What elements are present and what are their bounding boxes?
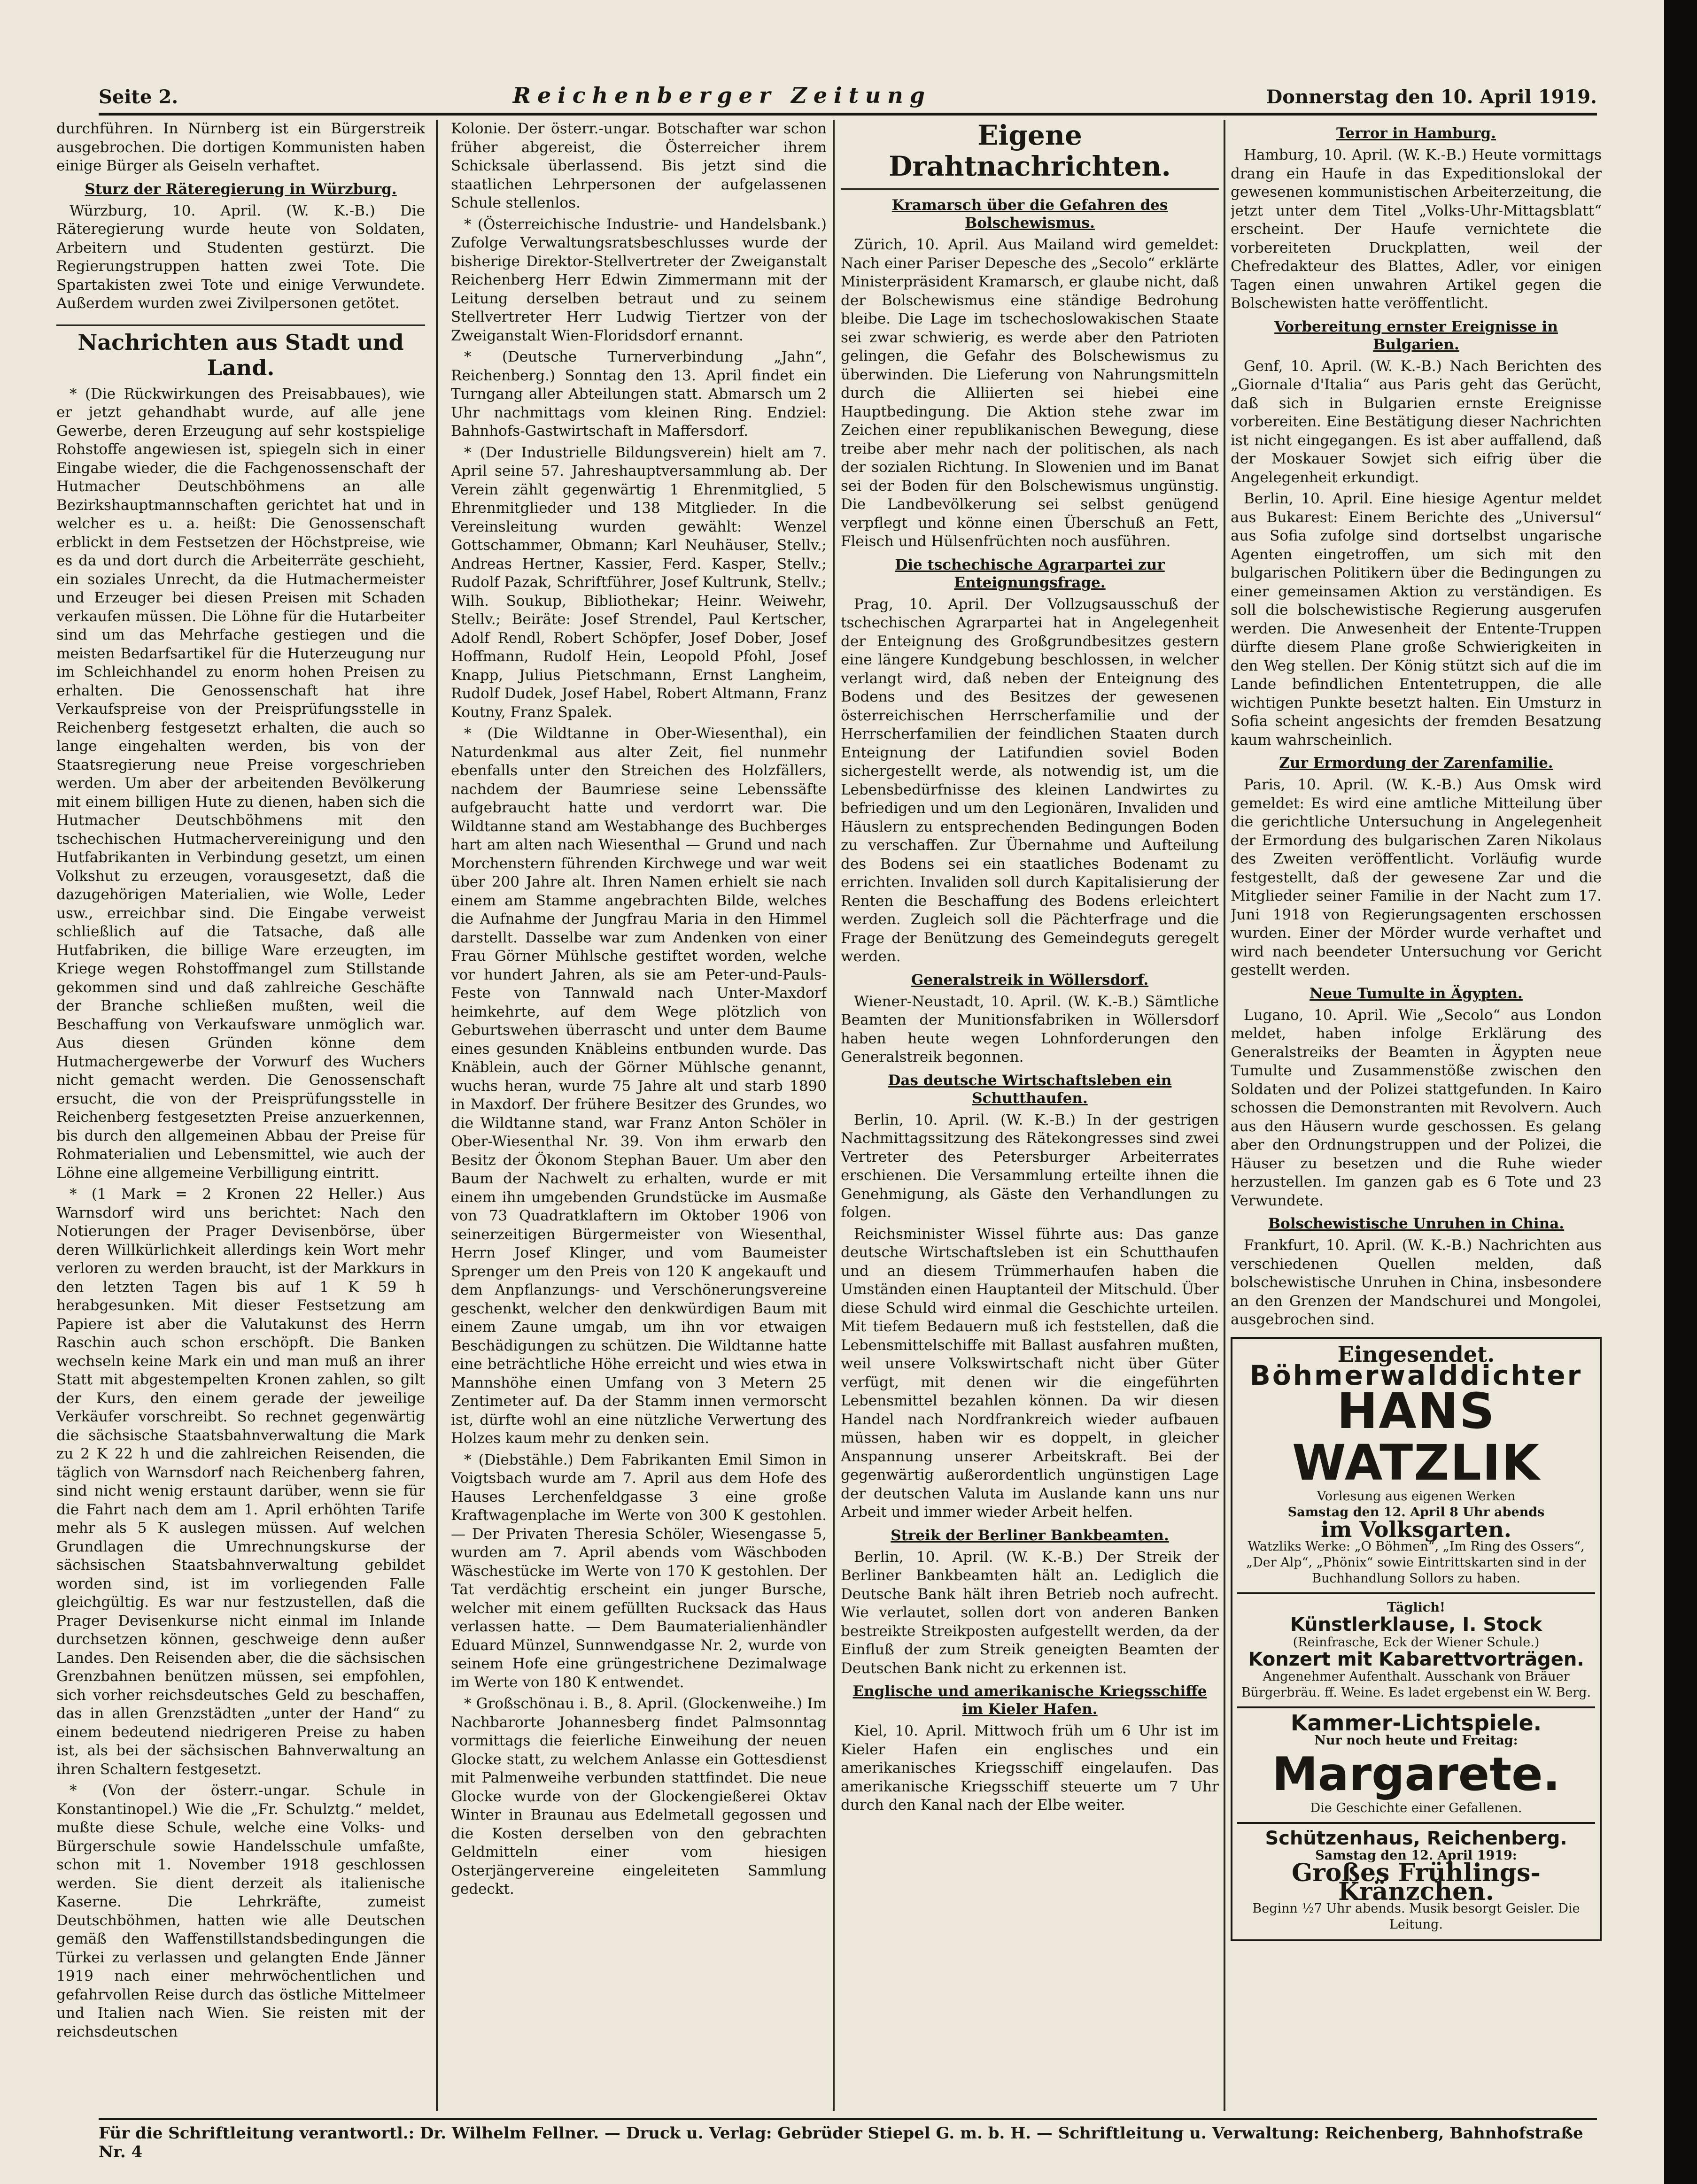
ad-klause-line1: Täglich! xyxy=(1387,1600,1445,1615)
ad-watzlik-line4: Watzliks Werke: „O Böhmen“, „Im Ring des Ossers“, „Der Alp“, „Phönix“ sowie Eintrittskarten sind in der Buchhandlung Sollors zu haben. xyxy=(1246,1539,1586,1586)
article-text: * (Die Rückwirkungen des Preisabbaues), wie er jetzt gehandhabt wurde, auf alle jene Gewerbe, deren Erzeugung auf sehr kostspielige Rohstoffe angewiesen ist, spiegeln sich in einer Eingabe wieder, die die Fachgenossenschaft der Hutmacher Deutschböhmens an alle Bezirkshauptmannschaften gerichtet hat und in welcher es u. a. heißt: Die Genossenschaft erblickt in dem Festsetzen der Höchstpreise, wie es da und dort durch die Arbeiterräte geschieht, ein soziales Unrecht, da die Hutmachermeister und Erzeuger bei diesen Preisen mit Schaden verkaufen müssen. Die Löhne für die Hutarbeiter sind um das Mehrfache gestiegen und die meisten Bedarfsartikel für die Huterzeugung nur im Schleichhandel zu enorm hohen Preisen zu erhalten. Die Genossenschaft hat ihre Verkaufspreise von der Preisprüfungsstelle in Reichenberg festgesetzt erhalten, die auch so lange eingehalten werden, bis von der Staatsregierung neue Preise vorgeschrieben werden. Um aber der arbeitenden Bevölkerung mit einem billigen Hute zu dienen, haben sich die Hutmacher Deutschböhmens mit den tschechischen Hutmachervereinigung und den Hutfabrikanten in Verbindung gesetzt, um einen Volkshut zu erzeugen, vorausgesetzt, daß die dazugehörigen Materialien, wie Wolle, Leder usw., erreichbar sind. Die Eingabe verweist schließlich auf die Tatsache, daß alle Hutfabriken, die billige Ware erzeugten, im Kriege wegen Rohstoffmangel zum Stillstande gekommen sind und daß zahlreiche Geschäfte der Branche schließen mußten, weil die Beschaffung von Verkaufsware unmöglich war. Aus diesen Gründen könne dem Hutmachergewerbe der Vorwurf des Wuchers nicht gemacht werden. Die Genossenschaft ersucht, die von der Preisprüfungsstelle in Reichenberg festgesetzten Preise anzuerkennen, bis durch den allgemeinen Abbau der Preise für Rohmaterialien und Lebensmittel, wie auch der Löhne eine allgemeine Verbilligung eintritt. xyxy=(56,385,425,1181)
article-heading: Das deutsche Wirtschaftsleben ein Schutthaufen. xyxy=(888,1072,1172,1107)
ad-schuetzenhaus-line3: Beginn ½7 Uhr abends. Musik besorgt Geisler. Die Leitung. xyxy=(1252,1901,1580,1932)
scan-edge-shadow xyxy=(1664,0,1697,2184)
article-text: * (Von der österr.-ungar. Schule in Konstantinopel.) Wie die „Fr. Schulztg.“ meldet, mußte diese Schule, welche eine Volks- und Bürgerschule sowie Handelsschule umfaßte, schon mit 1. November 1918 geschlossen werden. Sie dient derzeit als italienische Kaserne. Die Lehrkräfte, zumeist Deutschböhmen, hatten wie alle Deutschen gemäß den Waffenstillstandsbedingungen die Türkei zu verlassen und gelangten Ende Jänner 1919 nach einer mehrwöchentlichen und gefahrvollen Reise durch das östliche Mittelmeer und Italien nach Wien. Sie reisten mit der reichsdeutschen xyxy=(56,1782,425,2040)
ad-schuetzenhaus-line2: Samstag den 12. April 1919: xyxy=(1315,1848,1517,1863)
column-rule xyxy=(833,120,835,2111)
article-text: Genf, 10. April. (W. K.-B.) Nach Berichten des „Giornale d'Italia“ aus Paris geht das Gerücht, daß sich in Bulgarien ernste Ereignisse vorbereiten. Eine Bestätigung dieser Nachrichten ist nicht eingegangen. Es ist aber auffallend, daß der Moskauer Sowjet sich eifrig über die Angelegenheit erkundigt. xyxy=(1231,357,1602,486)
article-text: * (Die Wildtanne in Ober-Wiesenthal), ein Naturdenkmal aus alter Zeit, fiel nunmehr ebenfalls unter den Streichen des Holzfällers, nachdem der Baumriese seine Lebenssäfte aufgebraucht hatte und verdorrt war. Die Wildtanne stand am Westabhange des Buchberges hart am alten nach Wiesenthal — Grund und nach Morchenstern führenden Kirchwege und war weit über 200 Jahre alt. Ihren Namen erhielt sie nach einem am Stamme angebrachten Bilde, welches die Aufnahme der Jungfrau Maria in den Himmel darstellt. Dasselbe war zum Andenken von einer Frau Görner Mühlsche gestiftet worden, welche vor hundert Jahren, als sie am Peter-und-Pauls-Feste von Tannwald nach Unter-Maxdorf heimkehrte, auf dem Wege plötzlich von Geburtswehen überrascht und unter dem Baume eines gesunden Knäbleins entbunden wurde. Das Knäblein, auch der Görner Mühlsche genannt, wuchs heran, wurde 75 Jahre alt und starb 1890 in Maxdorf. Der frühere Besitzer des Grundes, wo die Wildtanne stand, war Franz Anton Schöler in Ober-Wiesenthal Nr. 39. Von ihm erwarb den Besitz der Ökonom Stephan Bauer. Um aber den Baum der Nachwelt zu erhalten, wurde er mit einem ihn umgebenden Grundstücke im Ausmaße von 73 Quadratklaftern im Oktober 1906 von seinerzeitigen Bürgermeister von Wiesenthal, Herrn Josef Klinger, und vom Baumeister Sprenger um den Preis von 120 K angekauft und dem Anpflanzungs- und Verschönerungsvereine geschenkt, welcher den denkwürdigen Baum mit einem Zaune umgab, um ihn vor etwaigen Beschädigungen zu schützen. Die Wildtanne hatte eine beträchtliche Höhe erreicht und wies etwa in Mannshöhe einen Umfang von 3 Metern 25 Zentimeter auf. Da der Stamm innen vermorscht ist, dürfte wohl an eine nützliche Verwertung des Holzes kaum mehr zu denken sein. xyxy=(451,725,827,1447)
article-heading: Zur Ermordung der Zarenfamilie. xyxy=(1279,755,1553,772)
newspaper-title: Reichenberger Zeitung xyxy=(512,83,931,108)
article-text: Berlin, 10. April. Eine hiesige Agentur meldet aus Bukarest: Einem Berichte des „Universul“ aus Sofia zufolge sind dortselbst ungarische Agenten eingetroffen, um sich mit den bulgarischen Politikern über die Bedingungen zu einer gemeinsamen Aktion zu verständigen. Es soll die bolschewistische Regierung ausgerufen werden. Die Anwesenheit der Entente-Truppen dürfte diesem Plane große Schwierigkeiten in den Weg stellen. Der König stützt sich auf die im Lande befindlichen Ententetruppen, die alle wichtigen Punkte besetzt halten. Ein Umsturz in Sofia scheint angesichts der fremden Besatzung kaum wahrscheinlich. xyxy=(1231,490,1602,749)
ad-divider xyxy=(1237,1706,1595,1708)
ad-klause-line4: Angenehmer Aufenthalt. Ausschank von Bräuer Bürgerbräu. ff. Weine. Es ladet ergebenst ein W. Berg. xyxy=(1241,1669,1591,1700)
article-heading: Terror in Hamburg. xyxy=(1336,125,1496,142)
article-heading: Vorbereitung ernster Ereignisse in Bulgarien. xyxy=(1274,318,1558,353)
article-heading: Neue Tumulte in Ägypten. xyxy=(1310,985,1523,1002)
article-text: * (Der Industrielle Bildungsverein) hielt am 7. April seine 57. Jahreshauptversammlung ab. Der Verein zählt gegenwärtig 1 Ehrenmitglied, 5 Ehrenmitglieder und 138 Mitglieder. In die Vereinsleitung wurden gewählt: Wenzel Gottschammer, Obmann; Karl Neuhäuser, Stellv.; Andreas Hertner, Kassier, Ferd. Kasper, Stellv.; Rudolf Pazak, Schriftführer, Josef Kultrunk, Stellv.; Wilh. Soukup, Bibliothekar; Heinr. Weiwehr, Stellv.; Beiräte: Josef Strendel, Paul Kertscher, Adolf Rendl, Robert Schöpfer, Josef Dober, Josef Hoffmann, Rudolf Hein, Leopold Pfohl, Josef Knapp, Julius Pietschmann, Ernst Langheim, Rudolf Dudek, Josef Habel, Robert Altmann, Franz Koutny, Franz Spalek. xyxy=(451,444,827,721)
article-text: * (Deutsche Turnerverbindung „Jahn“, Reichenberg.) Sonntag den 13. April findet ein Turngang aller Abteilungen statt. Abmarsch um 2 Uhr nachmittags vom kleinen Ring. Endziel: Bahnhofs-Gastwirtschaft in Maffersdorf. xyxy=(451,348,827,440)
ad-watzlik-name: HANS WATZLIK xyxy=(1292,1382,1541,1491)
article-text: Zürich, 10. April. Aus Mailand wird gemeldet: Nach einer Pariser Depesche des „Secolo“ erklärte Ministerpräsident Kramarsch, er glaube nicht, daß der Bolschewismus eine ständige Bedrohung bleibe. Die Lage im tschechoslowakischen Staate sei zwar schwierig, es werde aber den Patrioten gelingen, die Gefahr des Bolschewismus zu überwinden. Die Lieferung von Nahrungsmitteln durch die Alliierten sei hiebei eine Hauptbedingung. Die Aktion stehe zwar im Zeichen einer republikanischen Bewegung, diese treibe aber mehr nach der politischen, als nach der sozialen Richtung. In Slowenien und im Banat sei der Boden für den Bolschewismus ungünstig. Die Landbevölkerung sei selbst genügend verpflegt und könne einen Überschuß an Fett, Fleisch und Hülsenfrüchten noch ausführen. xyxy=(841,236,1219,550)
ad-kino-line1: Kammer-Lichtspiele. xyxy=(1290,1710,1542,1736)
divider xyxy=(841,188,1219,190)
article-text: Prag, 10. April. Der Vollzugsausschuß der tschechischen Agrarpartei hat in Angelegenheit der Enteignung des Großgrundbesitzes gestern eine längere Kundgebung beschlossen, in welcher verlangt wird, daß neben der Enteignung des Bodens und des Besitzes der gewesenen österreichischen Herrscherfamilie und der Herrscherfamilien der feindlichen Staaten durch Enteignung der Latifundien soviel Boden sichergestellt werde, als notwendig ist, um die Lebensbedürfnisse des kleinen Landwirtes zu befriedigen und um den Legionären, Invaliden und Häuslern zu entsprechenden Bedingungen Boden zu verschaffen. Zur Übernahme und Aufteilung des Bodens sei ein staatliches Bodenamt zu errichten. Invaliden soll durch Kapitalisierung der Renten die Beschaffung des Bodens erleichtert werden. Zugleich soll die Pächterfrage und die Frage der Benützung des Gemeindeguts geregelt werden. xyxy=(841,595,1219,965)
ad-schuetzenhaus-line1: Schützenhaus, Reichenberg. xyxy=(1265,1827,1567,1849)
article-text: durchführen. In Nürnberg ist ein Bürgerstreik ausgebrochen. Die dortigen Kommunisten haben einige Bürger als Geiseln verhaftet. xyxy=(56,120,425,174)
masthead xyxy=(99,75,1597,116)
article-text: * Großschönau i. B., 8. April. (Glockenweihe.) Im Nachbarorte Johannesberg findet Palmsonntag vormittags die feierliche Einweihung der neuen Glocke statt, zu welchem Anlasse ein Gottesdienst mit Palmenweihe verbunden stattfindet. Die neue Glocke wurde von der Glockengießerei Oktav Winter in Braunau aus Edelmetall gegossen und die Kosten derselben von den gebrachten Geldmitteln einer vom hiesigen Osterjängervereine eingeleiteten Sammlung gedeckt. xyxy=(451,1695,827,1898)
advertisements xyxy=(1231,1337,1602,1942)
ad-divider xyxy=(1237,1822,1595,1824)
column-rule xyxy=(1224,120,1225,2111)
section-heading: Nachrichten aus Stadt und Land. xyxy=(56,324,425,380)
column-3 xyxy=(841,120,1219,2111)
ad-kino-title: Margarete. xyxy=(1272,1747,1560,1801)
ad-divider xyxy=(1237,1592,1595,1594)
wire-news-heading: Eigene Drahtnachrichten. xyxy=(889,120,1171,182)
article-text: Lugano, 10. April. Wie „Secolo“ aus London meldet, haben infolge Erklärung des Generalstreiks der Beamten in Ägypten neue Tumulte und Zusammenstöße zwischen den Soldaten und der Polizei stattgefunden. In Kairo schossen die Demonstranten mit Revolvern. Auch aus den Häusern wurde geschossen. Es gelang aber den Ordnungstruppen und der Polizei, die Häuser zu besetzen und die Ruhe wieder herzustellen. Im ganzen gab es 6 Tote und 23 Verwundete. xyxy=(1231,1006,1602,1209)
ad-klause-line2: (Reinfrasche, Eck der Wiener Schule.) xyxy=(1293,1635,1540,1650)
article-text: * (Österreichische Industrie- und Handelsbank.) Zufolge Verwaltungsratsbeschlusses wurde der bisherige Direktor-Stellvertreter der Zweiganstalt Reichenberg Herr Edwin Zimmermann mit der Leitung derselben betraut und zu seinem Stellvertreter Herr Ludwig Tiertzer von der Zweiganstalt Wien-Floridsdorf ernannt. xyxy=(451,216,827,344)
ad-watzlik-line2: Vorlesung aus eigenen Werken xyxy=(1317,1489,1516,1504)
article-heading: Generalstreik in Wöllersdorf. xyxy=(911,971,1149,988)
page-label: Seite 2. xyxy=(99,86,178,108)
article-text: Paris, 10. April. (W. K.-B.) Aus Omsk wird gemeldet: Es wird eine amtliche Mitteilung über die gerichtliche Untersuchung in Angelegenheit der Ermordung des bulgarischen Zaren Nikolaus des Zweiten veröffentlicht. Vorläufig wurde festgestellt, daß der gewesene Zar und die Mitglieder seiner Familie in der Nacht zum 17. Juni 1918 von Regierungsagenten erschossen wurden. Einer der Mörder wurde verhaftet und wird nach beendeter Untersuchung vor Gericht gestellt werden. xyxy=(1231,776,1602,979)
ads-heading: Eingesendet. xyxy=(1337,1341,1495,1367)
issue-date: Donnerstag den 10. April 1919. xyxy=(1266,86,1597,108)
ad-kino-line3: Die Geschichte einer Gefallenen. xyxy=(1310,1800,1522,1815)
article-text: Frankfurt, 10. April. (W. K.-B.) Nachrichten aus verschiedenen Quellen melden, daß bolschewistische Unruhen in China, insbesondere an den Grenzen der Mandschurei und Mongolei, ausgebrochen sind. xyxy=(1231,1237,1602,1328)
column-2 xyxy=(451,120,827,2111)
article-text: Berlin, 10. April. (W. K.-B.) Der Streik der Berliner Bankbeamten hält an. Lediglich die Deutsche Bank hält ihren Betrieb noch aufrecht. Wie verlautet, sollen dort von anderen Banken bestreikte Streikposten aufgestellt werden, da der Einfluß der zum Streik geneigten Beamten der Deutschen Bank nicht zu erkennen ist. xyxy=(841,1548,1219,1677)
article-heading: Kramarsch über die Gefahren des Bolschewismus. xyxy=(891,197,1168,232)
column-rule xyxy=(436,120,438,2111)
column-1 xyxy=(56,120,425,2111)
imprint-footer: Für die Schriftleitung verantwortl.: Dr. Wilhelm Fellner. — Druck u. Verlag: Gebrüder Stiepel G. m. b. H. — Schriftleitung u. Verwaltung: Reichenberg, Bahnhofstraße Nr. 4 xyxy=(99,2118,1597,2161)
article-text: Berlin, 10. April. (W. K.-B.) In der gestrigen Nachmittagssitzung des Rätekongresses sind zwei Vertreter des Petersburger Arbeiterrates erschienen. Die Versammlung erteilte ihnen die Genehmigung, als Gäste den Verhandlungen zu folgen. xyxy=(841,1111,1219,1221)
ad-watzlik-place: im Volksgarten. xyxy=(1321,1516,1511,1542)
article-text: Würzburg, 10. April. (W. K.-B.) Die Räteregierung wurde heute von Soldaten, Arbeitern und Studenten gestürzt. Die Regierungstruppen hatten zwei Tote. Die Spartakisten zwei Tote und einige Verwundete. Außerdem wurden zwei Zivilpersonen getötet. xyxy=(56,202,425,312)
column-4 xyxy=(1231,120,1602,2111)
article-text: Hamburg, 10. April. (W. K.-B.) Heute vormittags drang ein Haufe in das Expeditionslokal der gewesenen kommunistischen Arbeiterzeitung, die jetzt unter dem Titel „Volks-Uhr-Mittagsblatt“ erscheint. Der Haufe vernichtete die vorbereiteten Druckplatten, weil der Chefredakteur des Blattes, Adler, vor einigen Tagen einen unwahren Artikel gegen die Bolschewisten hatte veröffentlicht. xyxy=(1231,147,1602,312)
article-text: Wiener-Neustadt, 10. April. (W. K.-B.) Sämtliche Beamten der Munitionsfabriken in Wöllersdorf haben heute wegen Lohnforderungen den Generalstreik begonnen. xyxy=(841,993,1219,1065)
article-heading: Sturz der Räteregierung in Würzburg. xyxy=(85,180,397,198)
article-heading: Streik der Berliner Bankbeamten. xyxy=(891,1527,1169,1544)
ad-schuetzenhaus-title: Großes Frühlings-Kränzchen. xyxy=(1291,1859,1541,1906)
article-text: Kiel, 10. April. Mittwoch früh um 6 Uhr ist im Kieler Hafen ein englisches und ein amerikanisches Kriegsschiff eingelaufen. Das amerikanische Kriegsschiff steuerte um 7 Uhr durch den Kanal nach der Elbe weiter. xyxy=(841,1722,1219,1814)
ad-kino-line2: Nur noch heute und Freitag: xyxy=(1314,1733,1518,1748)
article-text: Reichsminister Wissel führte aus: Das ganze deutsche Wirtschaftsleben ist ein Schutthaufen und an diesem Trümmerhaufen haben die Umständen einen Hauptanteil der Mitschuld. Über diese Schuld wird einmal die Geschichte urteilen. Mit tiefem Bedauern muß ich feststellen, daß die Lebensmittelschiffe mit Ballast ausfahren mußten, weil unsere Volkswirtschaft nicht über Güter verfügt, mit denen wir die eingeführten Lebensmittel bezahlen können. Da wir diesen Handel nach Nordfrankreich wieder aufbauen müssen, haben wir es doppelt, in gleicher Anspannung unserer Arbeitskraft. Bei der gegenwärtig außerordentlich ungünstigen Lage der deutschen Valuta im Auslande kann uns nur Arbeit und immer wieder Arbeit helfen. xyxy=(841,1225,1219,1520)
article-heading: Englische und amerikanische Kriegsschiffe im Kieler Hafen. xyxy=(852,1683,1207,1718)
ad-klause-line3: Konzert mit Kabarettvorträgen. xyxy=(1248,1648,1584,1670)
article-text: Kolonie. Der österr.-ungar. Botschafter war schon früher abgereist, die Österreicher ihrem Schicksale überlassend. Bis jetzt sind die staatlichen Lehrpersonen der aufgelassenen Schule stellenlos. xyxy=(451,120,827,211)
ad-watzlik-line3: Samstag den 12. April 8 Uhr abends xyxy=(1287,1505,1545,1520)
article-text: * (1 Mark = 2 Kronen 22 Heller.) Aus Warnsdorf wird uns berichtet: Nach den Notierungen der Prager Devisenbörse, über deren Willkürlichkeit allerdings kein Wort mehr verloren zu werden braucht, ist der Markkurs in den letzten Tagen bis auf 1 K 59 h herabgesunken. Mit dieser Festsetzung am Papiere ist aber die Valutakunst des Herrn Raschin auch schon erschöpft. Die Banken wechseln keine Mark ein und man muß an ihrer Statt mit abgestempelten Kronen zahlen, so gilt der Kurs, den einem gerade der jeweilige Verkäufer vorschreibt. So rechnet gegenwärtig die sächsische Staatsbahnverwaltung die Mark zu 2 K 22 h und die zahlreichen Reisenden, die täglich von Warnsdorf nach Reichenberg fahren, sind nicht wenig erstaunt darüber, wenn sie für die Fahrt nach dem am 1. April erhöhten Tarife mehr als 5 K auslegen müssen. Auf welchen Grundlagen die Umrechnungskurse der sächsischen Staatsbahnverwaltung gebildet worden sind, ist im vorliegenden Falle gleichgültig. Es war nur festzustellen, daß die Prager Devisenkurse nicht einmal im Inlande durchsetzen können, geschweige denn außer Landes. Den Reisenden aber, die die sächsischen Grenzbahnen benützen müssen, sei empfohlen, sich vorher reichsdeutsches Geld zu beschaffen, das in allen Grenzstädten „unter der Hand“ zu einem bedeutend niedrigeren Preise zu haben ist, als bei der sächsischen Bahnverwaltung an ihren Schaltern festgesetzt. xyxy=(56,1186,425,1778)
ad-klause-name: Künstlerklause, I. Stock xyxy=(1290,1614,1542,1636)
ad-watzlik-line1: Böhmerwalddichter xyxy=(1249,1359,1583,1391)
article-heading: Bolschewistische Unruhen in China. xyxy=(1268,1215,1565,1232)
article-heading: Die tschechische Agrarpartei zur Enteignungsfrage. xyxy=(895,556,1165,591)
article-text: * (Diebstähle.) Dem Fabrikanten Emil Simon in Voigtsbach wurde am 7. April aus dem Hofe des Hauses Lerchenfeldgasse 3 eine große Kraftwagenplache im Werte von 300 K gestohlen. — Der Privaten Theresia Schöler, Wiesengasse 5, wurden am 7. April abends vom Wäschboden Wäschestücke im Werte von 170 K gestohlen. Der Tat verdächtig erscheint ein junger Bursche, welcher mit einem gefüllten Rucksack das Haus verlassen hatte. — Dem Baumaterialienhändler Eduard Münzel, Sunnwendgasse Nr. 2, wurde von seinem Hofe eine grüngestrichene Dezimalwage im Werte von 180 K entwendet. xyxy=(451,1451,827,1691)
